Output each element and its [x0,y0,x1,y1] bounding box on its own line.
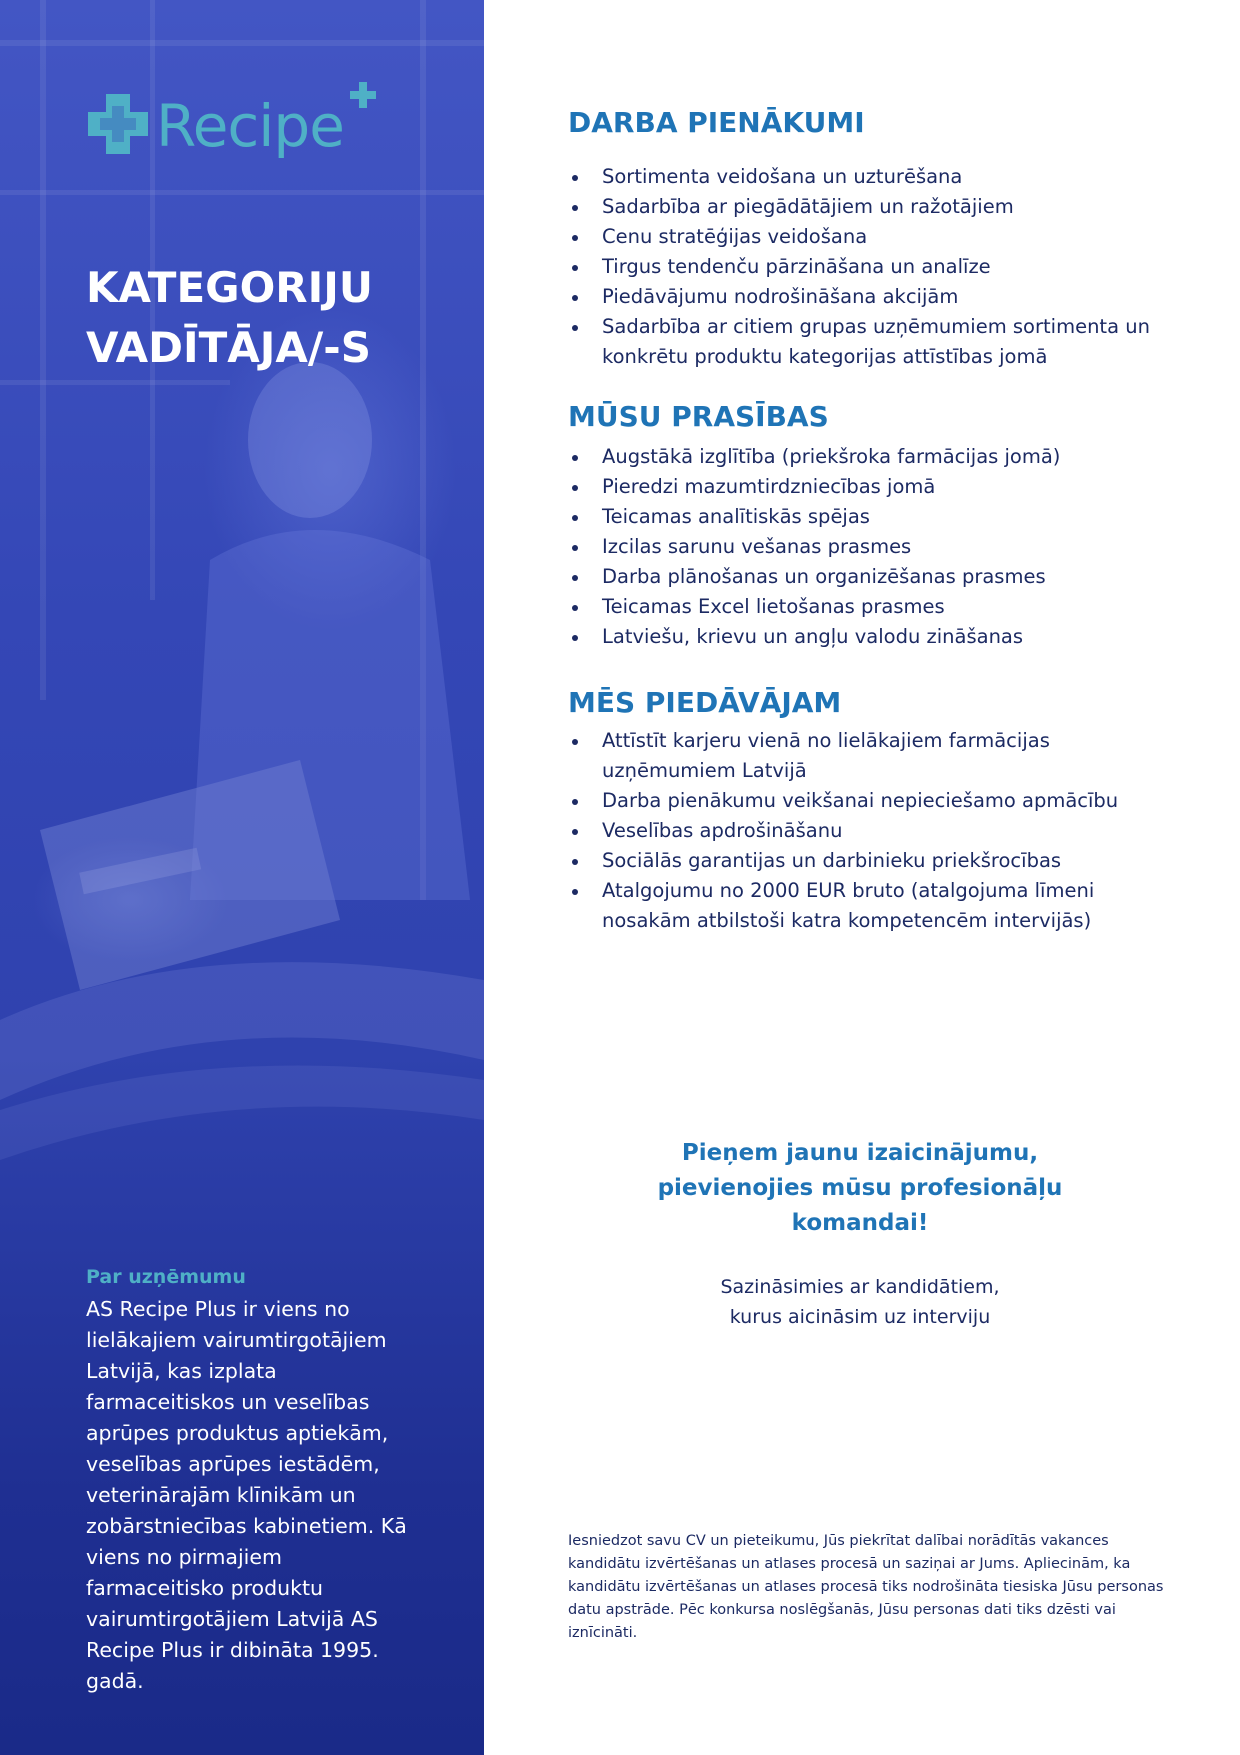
list-item: Sociālās garantijas un darbinieku priekšrocības [568,846,1168,876]
list-item: Augstākā izglītība (priekšroka farmācijas jomā) [568,442,1168,472]
list-item: Latviešu, krievu un angļu valodu zināšanas [568,622,1168,652]
warehouse-worker-photo [0,0,484,1200]
offer-list [568,726,1168,936]
list-item: Attīstīt karjeru vienā no lielākajiem farmācijas uzņēmumiem Latvijā [568,726,1168,786]
logo-wordmark: Recipe [156,92,344,160]
contact-note [620,1272,1100,1332]
callout-line1: Pieņem jaunu izaicinājumu, [681,1140,1039,1166]
recipe-logo [86,88,376,160]
section-title-offer: MĒS PIEDĀVĀJAM [568,686,842,719]
list-item: Veselības apdrošināšanu [568,816,1168,846]
cross-logo-icon [86,92,150,156]
list-item: Sadarbība ar piegādātājiem un ražotājiem [568,192,1168,222]
duties-list [568,162,1168,372]
job-title-line2: VADĪTĀJA/-S [86,323,371,372]
list-item: Teicamas Excel lietošanas prasmes [568,592,1168,622]
requirements-list [568,442,1168,652]
about-heading: Par uzņēmumu [86,1266,246,1288]
list-item: Pieredzi mazumtirdzniecības jomā [568,472,1168,502]
contact-line2: kurus aicināsim uz interviju [729,1306,991,1328]
section-title-requirements: MŪSU PRASĪBAS [568,400,829,433]
call-to-action [620,1136,1100,1241]
callout-line2: pievienojies mūsu profesionāļu [657,1175,1063,1201]
list-item: Izcilas sarunu vešanas prasmes [568,532,1168,562]
about-body: AS Recipe Plus ir viens no lielākajiem vairumtirgotājiem Latvijā, kas izplata farmaceitiskos un veselības aprūpes produktus aptiekām, veselības aprūpes iestādēm, veterinārajām klīnikām un zobārstniecības kabinetiem. Kā viens no pirmajiem farmaceitisko produktu vairumtirgotājiem Latvijā AS Recipe Plus ir dibināta 1995. gadā. [86,1297,407,1693]
list-item: Atalgojumu no 2000 EUR bruto (atalgojuma līmeni nosakām atbilstoši katra kompetencēm intervijās) [568,876,1168,936]
list-item: Piedāvājumu nodrošināšana akcijām [568,282,1168,312]
list-item: Tirgus tendenču pārzināšana un analīze [568,252,1168,282]
contact-line1: Sazināsimies ar kandidātiem, [720,1276,1000,1298]
hero-panel [0,0,484,1755]
list-item: Cenu stratēģijas veidošana [568,222,1168,252]
list-item: Teicamas analītiskās spējas [568,502,1168,532]
callout-line3: komandai! [791,1210,929,1236]
list-item: Darba pienākumu veikšanai nepieciešamo apmācību [568,786,1168,816]
privacy-disclaimer: Iesniedzot savu CV un pieteikumu, Jūs piekrītat dalībai norādītās vakances kandidātu izvērtēšanas un atlases procesā un saziņai ar Jums. Apliecinām, ka kandidātu izvērtēšanas un atlases procesā tiks nodrošināta tiesiska Jūsu personas datu apstrāde. Pēc konkursa noslēgšanās, Jūsu personas dati tiks dzēsti vai iznīcināti. [568,1533,1164,1641]
list-item: Sortimenta veidošana un uzturēšana [568,162,1168,192]
plus-icon [350,82,376,108]
job-title-line1: KATEGORIJU [86,263,374,312]
job-title [86,258,373,378]
list-item: Darba plānošanas un organizēšanas prasmes [568,562,1168,592]
list-item: Sadarbība ar citiem grupas uzņēmumiem sortimenta un konkrētu produktu kategorijas attīstības jomā [568,312,1168,372]
section-title-duties: DARBA PIENĀKUMI [568,106,865,139]
about-company [86,1266,426,1697]
